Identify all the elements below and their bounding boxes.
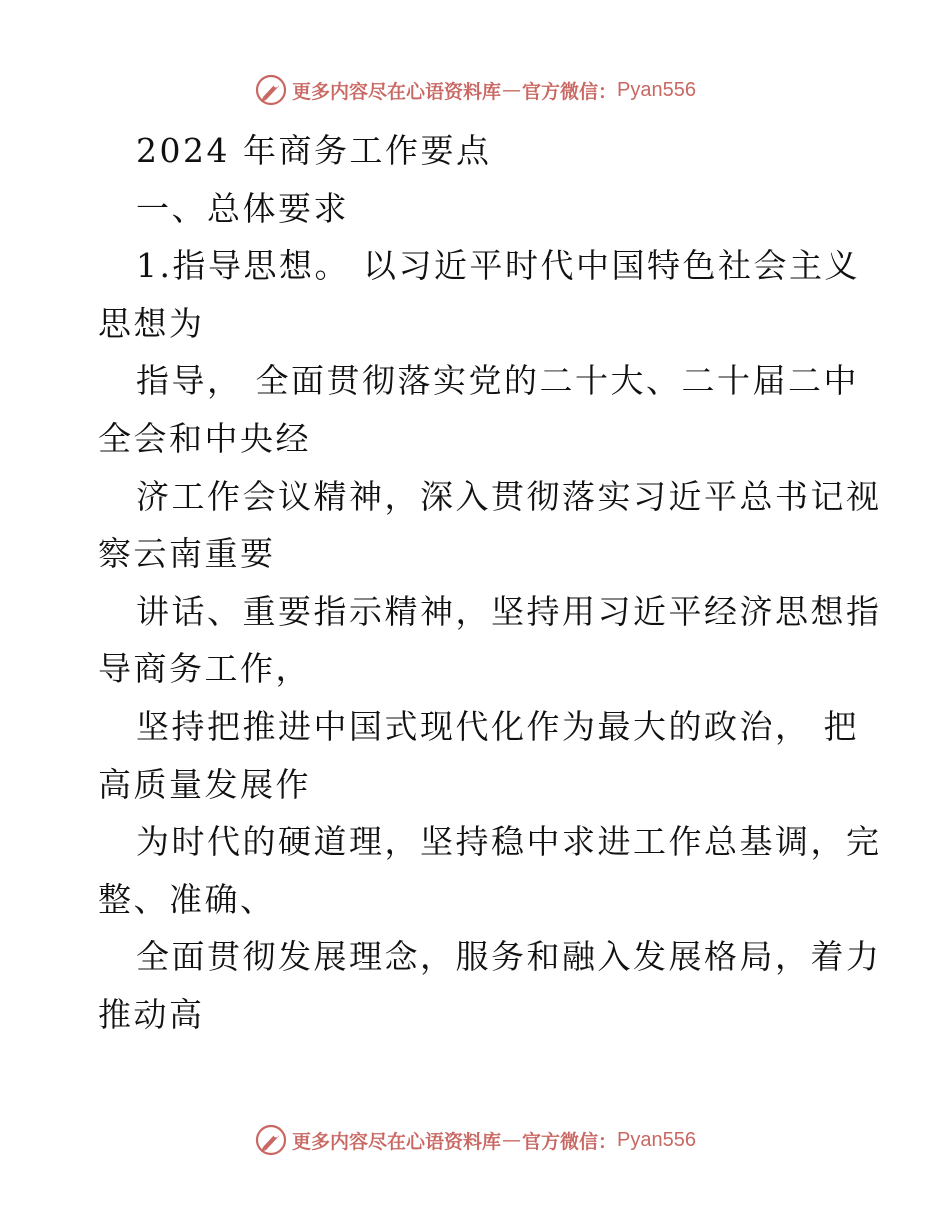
header-watermark [0, 70, 950, 110]
paragraph-line: 讲话、重要指示精神，坚持用习近平经济思想指 [136, 591, 882, 631]
watermark-wechat-label: 官方微信： [522, 80, 618, 103]
paragraph-line: 2024 年商务工作要点 [136, 131, 492, 170]
watermark-wechat-id: Pyan556 [617, 1128, 696, 1151]
paragraph-line: 一、总体要求 [136, 188, 349, 228]
paragraph-line: 高质量发展作 [98, 764, 311, 804]
document-body [98, 122, 882, 1044]
paragraph-line: 推动高 [98, 994, 205, 1034]
paragraph-line: 导商务工作， [98, 649, 311, 689]
footer-watermark [0, 1120, 950, 1160]
paragraph-line: 坚持把推进中国式现代化作为最大的政治， 把 [136, 706, 859, 746]
watermark-wechat-label: 官方微信： [522, 1130, 618, 1153]
pen-logo-icon [254, 73, 288, 107]
watermark-dash: — [502, 79, 522, 101]
paragraph-line: 1.指导思想。 以习近平时代中国特色社会主义 [136, 246, 860, 286]
watermark-dash: — [502, 1129, 522, 1151]
watermark-text: 更多内容尽在心语资料库 [292, 80, 502, 103]
pen-logo-icon [254, 1123, 288, 1157]
paragraph-line: 思想为 [98, 303, 205, 343]
paragraph-line: 全会和中央经 [98, 418, 311, 458]
paragraph-line: 济工作会议精神，深入贯彻落实习近平总书记视 [136, 476, 882, 516]
paragraph-line: 整、准确、 [98, 879, 276, 919]
watermark-wechat-id: Pyan556 [617, 78, 696, 101]
paragraph-line: 全面贯彻发展理念，服务和融入发展格局，着力 [136, 937, 882, 977]
paragraph-line: 为时代的硬道理，坚持稳中求进工作总基调，完 [136, 822, 882, 862]
paragraph-line: 指导， 全面贯彻落实党的二十大、二十届二中 [136, 361, 859, 401]
paragraph-line: 察云南重要 [98, 534, 276, 574]
watermark-text: 更多内容尽在心语资料库 [292, 1130, 502, 1153]
